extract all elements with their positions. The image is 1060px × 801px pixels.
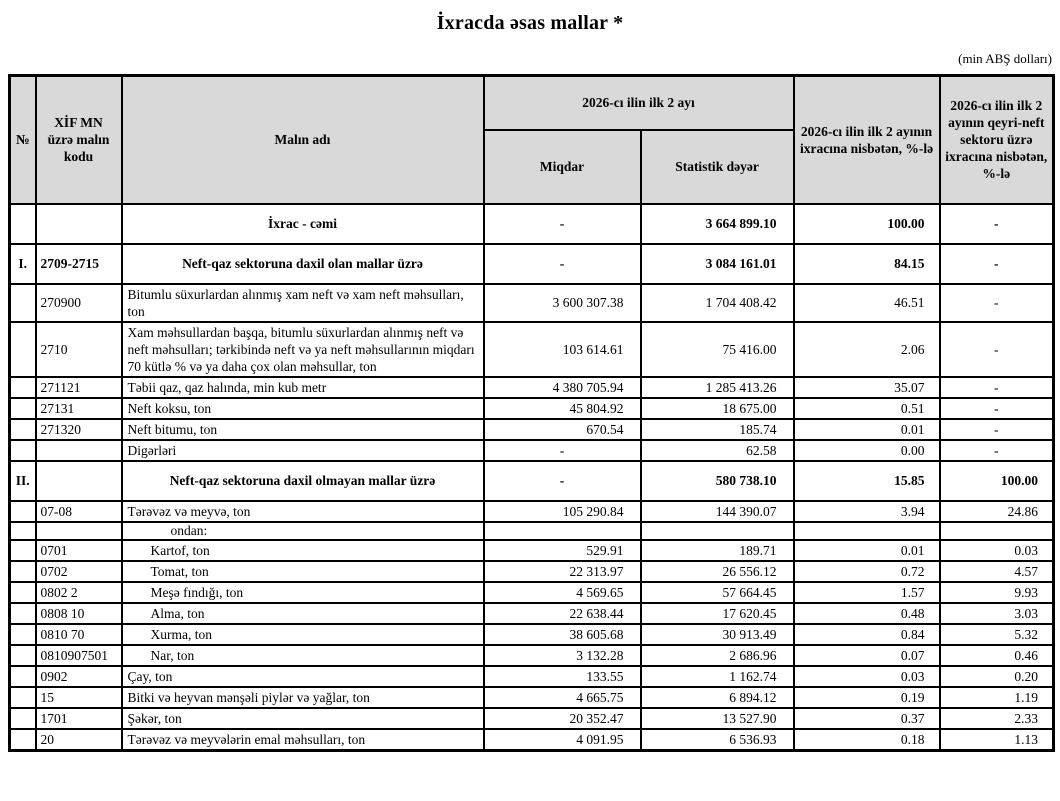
row-name: Neft-qaz sektoruna daxil olan mallar üzrə (122, 244, 484, 284)
row-share-total: 35.07 (794, 377, 940, 398)
row-code: 271121 (36, 377, 122, 398)
row-name: Neft bitumu, ton (122, 419, 484, 440)
table-row (10, 540, 1054, 561)
row-share-total: 0.03 (794, 666, 940, 687)
row-share-total: 0.19 (794, 687, 940, 708)
row-quantity: 133.55 (484, 666, 641, 687)
row-no: I. (10, 244, 36, 284)
header-row-top (10, 76, 1054, 130)
col-header-share-nonoil: 2026-cı ilin ilk 2 ayının qeyri-neft sektoru üzrə ixracına nisbətən, %-lə (940, 76, 1054, 204)
row-share-nonoil: 1.19 (940, 687, 1054, 708)
row-stat-value: 3 664 899.10 (641, 204, 794, 244)
table-row (10, 501, 1054, 522)
table-row (10, 244, 1054, 284)
row-name: Təbii qaz, qaz halında, min kub metr (122, 377, 484, 398)
row-name: Alma, ton (122, 603, 484, 624)
col-header-name: Malın adı (122, 76, 484, 204)
row-share-total: 15.85 (794, 461, 940, 501)
row-no (10, 501, 36, 522)
row-quantity: 45 804.92 (484, 398, 641, 419)
row-stat-value: 18 675.00 (641, 398, 794, 419)
row-share-total: 0.07 (794, 645, 940, 666)
row-share-total: 1.57 (794, 582, 940, 603)
row-share-total: 0.84 (794, 624, 940, 645)
row-code: 07-08 (36, 501, 122, 522)
row-share-nonoil: 2.33 (940, 708, 1054, 729)
table-row (10, 603, 1054, 624)
row-no (10, 708, 36, 729)
row-share-nonoil: 0.03 (940, 540, 1054, 561)
row-share-nonoil: - (940, 244, 1054, 284)
row-share-nonoil: 0.20 (940, 666, 1054, 687)
row-stat-value: 185.74 (641, 419, 794, 440)
row-quantity: - (484, 204, 641, 244)
row-share-nonoil: - (940, 440, 1054, 461)
row-quantity: 4 569.65 (484, 582, 641, 603)
row-no (10, 729, 36, 751)
page-title: İxracda əsas mallar * (436, 12, 624, 34)
row-no: II. (10, 461, 36, 501)
row-share-total (794, 522, 940, 540)
row-quantity: - (484, 461, 641, 501)
row-no (10, 419, 36, 440)
row-quantity: - (484, 440, 641, 461)
row-share-total: 84.15 (794, 244, 940, 284)
table-row (10, 322, 1054, 377)
row-share-total: 2.06 (794, 322, 940, 377)
table-row (10, 377, 1054, 398)
exports-table (8, 74, 1055, 752)
table-body (10, 204, 1054, 751)
row-name: Bitumlu süxurlardan alınmış xam neft və xam neft məhsulları, ton (122, 284, 484, 322)
table-row (10, 398, 1054, 419)
row-stat-value: 3 084 161.01 (641, 244, 794, 284)
col-header-quantity: Miqdar (484, 130, 641, 204)
row-share-nonoil: 1.13 (940, 729, 1054, 751)
row-code: 0810 70 (36, 624, 122, 645)
row-share-nonoil: 5.32 (940, 624, 1054, 645)
row-name: Tərəvəz və meyvə, ton (122, 501, 484, 522)
row-name: Neft koksu, ton (122, 398, 484, 419)
table-row (10, 522, 1054, 540)
row-quantity (484, 522, 641, 540)
row-no (10, 624, 36, 645)
row-no (10, 377, 36, 398)
row-stat-value: 6 536.93 (641, 729, 794, 751)
row-quantity: 4 380 705.94 (484, 377, 641, 398)
row-quantity: 22 313.97 (484, 561, 641, 582)
row-share-nonoil: - (940, 398, 1054, 419)
row-stat-value: 75 416.00 (641, 322, 794, 377)
row-quantity: 3 600 307.38 (484, 284, 641, 322)
row-quantity: 22 638.44 (484, 603, 641, 624)
row-code: 0902 (36, 666, 122, 687)
row-share-total: 0.51 (794, 398, 940, 419)
row-no (10, 666, 36, 687)
row-code: 0808 10 (36, 603, 122, 624)
col-header-period-group: 2026-cı ilin ilk 2 ayı (484, 76, 794, 130)
row-no (10, 522, 36, 540)
row-name: ondan: (122, 522, 484, 540)
row-stat-value: 57 664.45 (641, 582, 794, 603)
row-name: Şəkər, ton (122, 708, 484, 729)
row-share-total: 0.48 (794, 603, 940, 624)
row-code: 270900 (36, 284, 122, 322)
col-header-code: XİF MN üzrə malın kodu (36, 76, 122, 204)
row-share-total: 0.01 (794, 419, 940, 440)
row-stat-value (641, 522, 794, 540)
row-no (10, 440, 36, 461)
row-share-nonoil: 9.93 (940, 582, 1054, 603)
unit-note: (min ABŞ dolları) (958, 51, 1052, 66)
row-share-nonoil (940, 522, 1054, 540)
row-no (10, 645, 36, 666)
row-no (10, 603, 36, 624)
table-row (10, 284, 1054, 322)
row-no (10, 284, 36, 322)
row-share-total: 0.01 (794, 540, 940, 561)
row-stat-value: 1 285 413.26 (641, 377, 794, 398)
row-quantity: 103 614.61 (484, 322, 641, 377)
row-code: 0802 2 (36, 582, 122, 603)
row-share-total: 3.94 (794, 501, 940, 522)
row-name: Neft-qaz sektoruna daxil olmayan mallar üzrə (122, 461, 484, 501)
table-row (10, 582, 1054, 603)
row-share-total: 0.00 (794, 440, 940, 461)
row-name: Kartof, ton (122, 540, 484, 561)
row-stat-value: 17 620.45 (641, 603, 794, 624)
row-name: Xam məhsullardan başqa, bitumlu süxurlardan alınmış neft və neft məhsulları; tərkibində neft və ya neft məhsullarının miqdarı 70 kütlə % və ya daha çox olan məhsullar, ton (122, 322, 484, 377)
row-name: Tomat, ton (122, 561, 484, 582)
row-share-total: 100.00 (794, 204, 940, 244)
table-row (10, 204, 1054, 244)
table-header (10, 76, 1054, 204)
row-share-total: 0.72 (794, 561, 940, 582)
row-share-total: 46.51 (794, 284, 940, 322)
row-stat-value: 26 556.12 (641, 561, 794, 582)
row-code: 2709-2715 (36, 244, 122, 284)
table-row (10, 687, 1054, 708)
row-stat-value: 30 913.49 (641, 624, 794, 645)
row-share-total: 0.37 (794, 708, 940, 729)
row-share-nonoil: - (940, 204, 1054, 244)
row-quantity: 670.54 (484, 419, 641, 440)
row-code: 1701 (36, 708, 122, 729)
row-no (10, 322, 36, 377)
row-stat-value: 62.58 (641, 440, 794, 461)
row-stat-value: 189.71 (641, 540, 794, 561)
row-code: 2710 (36, 322, 122, 377)
row-code (36, 522, 122, 540)
table-row (10, 729, 1054, 751)
row-code: 0701 (36, 540, 122, 561)
table-row (10, 645, 1054, 666)
row-share-nonoil: 100.00 (940, 461, 1054, 501)
row-stat-value: 6 894.12 (641, 687, 794, 708)
row-share-nonoil: 3.03 (940, 603, 1054, 624)
row-code (36, 204, 122, 244)
col-header-no: № (10, 76, 36, 204)
row-stat-value: 1 704 408.42 (641, 284, 794, 322)
row-quantity: 3 132.28 (484, 645, 641, 666)
table-row (10, 708, 1054, 729)
row-share-nonoil: - (940, 284, 1054, 322)
row-quantity: 38 605.68 (484, 624, 641, 645)
row-share-nonoil: 0.46 (940, 645, 1054, 666)
row-no (10, 561, 36, 582)
row-name: Xurma, ton (122, 624, 484, 645)
col-header-stat-value: Statistik dəyər (641, 130, 794, 204)
table-row (10, 666, 1054, 687)
table-row (10, 561, 1054, 582)
row-stat-value: 580 738.10 (641, 461, 794, 501)
row-name: Çay, ton (122, 666, 484, 687)
row-name: Nar, ton (122, 645, 484, 666)
row-name: Digərləri (122, 440, 484, 461)
row-code: 27131 (36, 398, 122, 419)
row-code (36, 461, 122, 501)
table-row (10, 624, 1054, 645)
row-code: 0702 (36, 561, 122, 582)
row-stat-value: 2 686.96 (641, 645, 794, 666)
row-code: 15 (36, 687, 122, 708)
row-no (10, 204, 36, 244)
row-quantity: 4 665.75 (484, 687, 641, 708)
row-name: İxrac - cəmi (122, 204, 484, 244)
row-quantity: 529.91 (484, 540, 641, 561)
row-no (10, 582, 36, 603)
row-share-nonoil: - (940, 419, 1054, 440)
row-quantity: - (484, 244, 641, 284)
row-no (10, 398, 36, 419)
row-name: Meşə fındığı, ton (122, 582, 484, 603)
row-share-nonoil: 4.57 (940, 561, 1054, 582)
row-share-nonoil: - (940, 322, 1054, 377)
row-code: 0810907501 (36, 645, 122, 666)
row-share-nonoil: 24.86 (940, 501, 1054, 522)
table-row (10, 461, 1054, 501)
row-stat-value: 144 390.07 (641, 501, 794, 522)
table-row (10, 419, 1054, 440)
row-quantity: 20 352.47 (484, 708, 641, 729)
row-name: Tərəvəz və meyvələrin emal məhsulları, ton (122, 729, 484, 751)
table-row (10, 440, 1054, 461)
col-header-share-total: 2026-cı ilin ilk 2 ayının ixracına nisbətən, %-lə (794, 76, 940, 204)
row-share-total: 0.18 (794, 729, 940, 751)
row-quantity: 4 091.95 (484, 729, 641, 751)
row-no (10, 687, 36, 708)
row-name: Bitki və heyvan mənşəli piylər və yağlar, ton (122, 687, 484, 708)
row-stat-value: 13 527.90 (641, 708, 794, 729)
row-share-nonoil: - (940, 377, 1054, 398)
row-stat-value: 1 162.74 (641, 666, 794, 687)
row-no (10, 540, 36, 561)
row-quantity: 105 290.84 (484, 501, 641, 522)
row-code (36, 440, 122, 461)
row-code: 271320 (36, 419, 122, 440)
row-code: 20 (36, 729, 122, 751)
